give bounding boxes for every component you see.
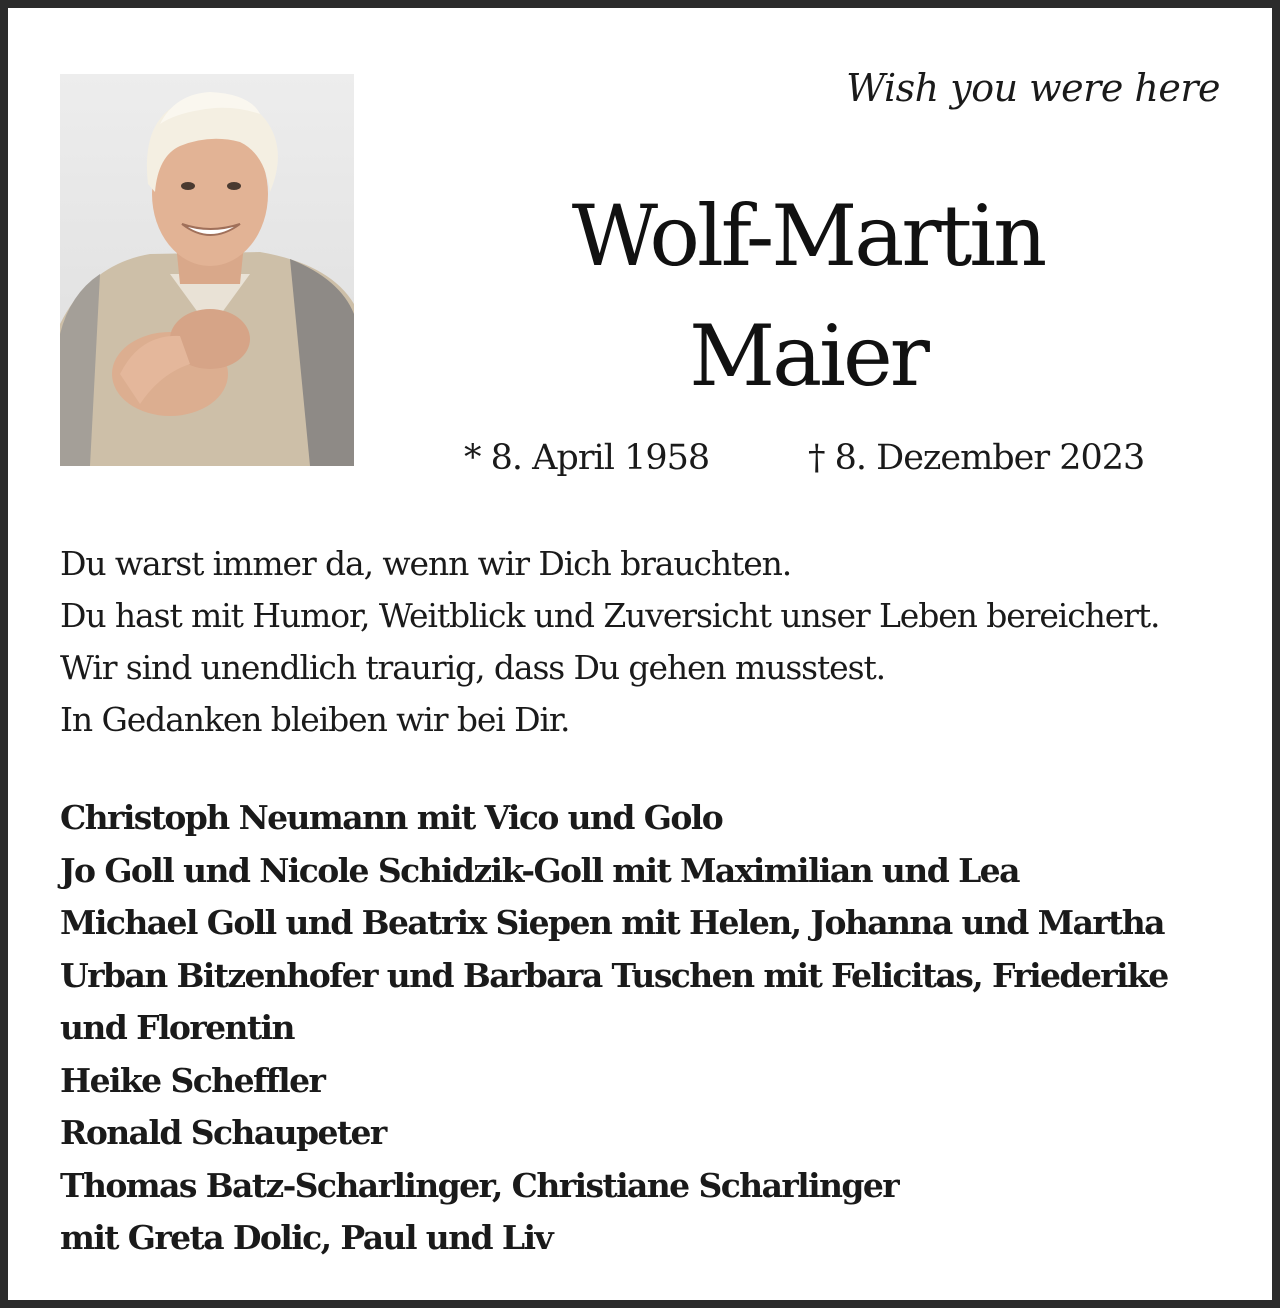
mourner-line: Heike Scheffler [60, 1060, 325, 1100]
mourners-list [60, 792, 1250, 1265]
death-date: † 8. Dezember 2023 [808, 438, 1145, 478]
verse-line: Du hast mit Humor, Weitblick und Zuversicht unser Leben bereichert. [60, 596, 1160, 635]
mourner-line: Jo Goll und Nicole Schidzik-Goll mit Maximilian und Lea [60, 850, 1019, 890]
mourner-line: Christoph Neumann mit Vico und Golo [60, 798, 723, 837]
mourner-line: Urban Bitzenhofer und Barbara Tuschen mit Felicitas, Friederike [60, 955, 1168, 995]
mourner-line: Ronald Schaupeter [60, 1113, 386, 1152]
portrait-illustration [60, 74, 354, 466]
verse-line: Du warst immer da, wenn wir Dich brauchten. [60, 544, 792, 583]
portrait-photo [60, 74, 354, 466]
deceased-first-name: Wolf-Martin [571, 187, 1045, 285]
mourner-line: und Florentin [60, 1008, 294, 1047]
mourner-line: Thomas Batz-Scharlinger, Christiane Scharlinger [60, 1165, 899, 1205]
mourner-line: Michael Goll und Beatrix Siepen mit Helen, Johanna und Martha [60, 903, 1164, 942]
verse-line: Wir sind unendlich traurig, dass Du gehen musstest. [60, 648, 885, 687]
birth-date: * 8. April 1958 [464, 438, 710, 478]
verse-line: In Gedanken bleiben wir bei Dir. [60, 700, 570, 739]
memorial-verse [60, 538, 1240, 746]
motto: Wish you were here [846, 66, 1220, 110]
mourner-line: mit Greta Dolic, Paul und Liv [60, 1218, 553, 1257]
deceased-last-name: Maier [689, 307, 927, 405]
